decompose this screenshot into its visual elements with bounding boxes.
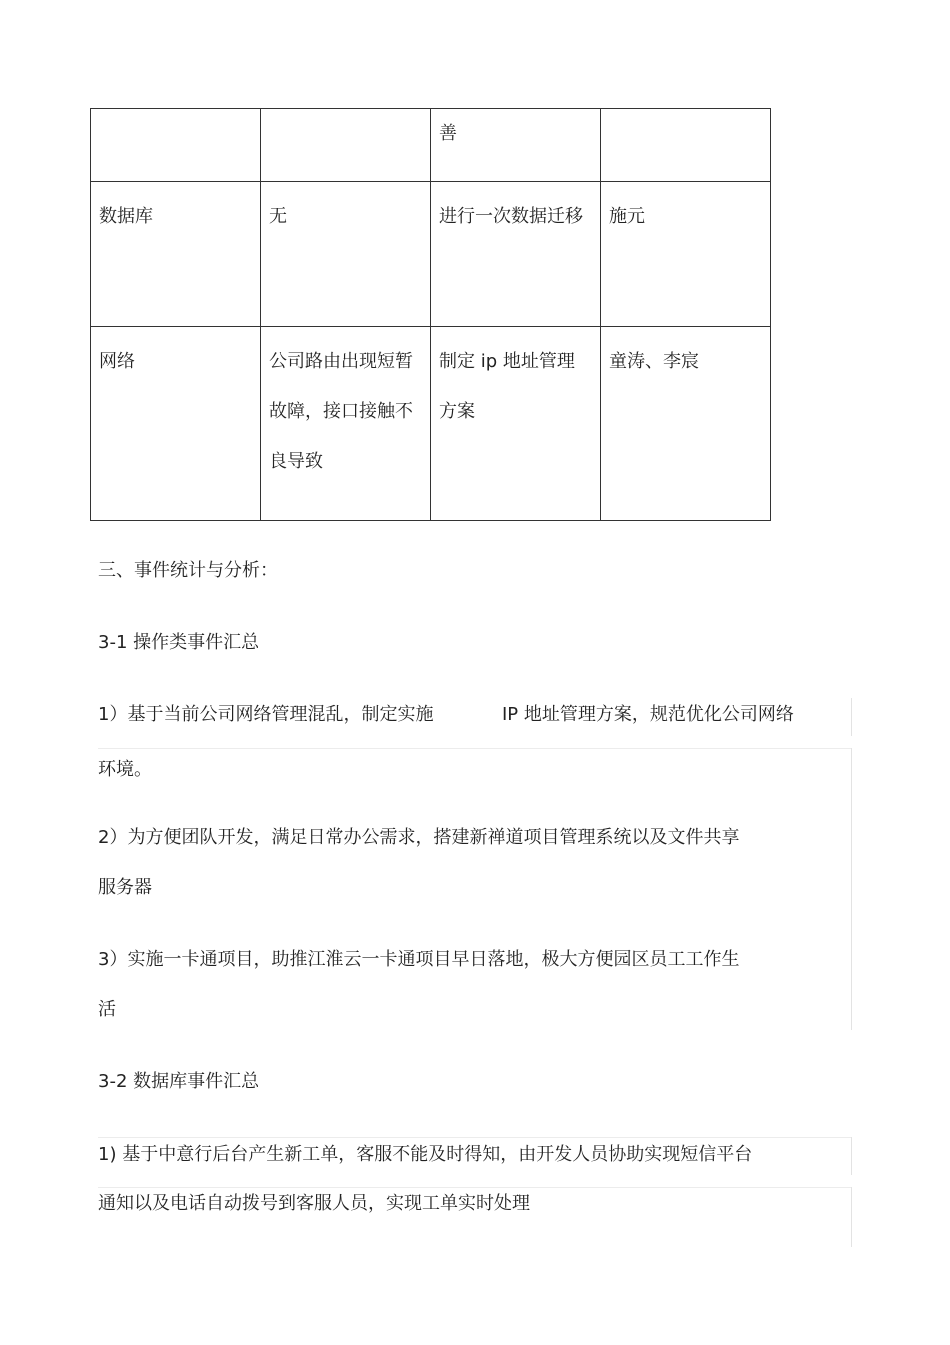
margin-rule [98, 748, 852, 749]
operations-item-2-line1: 2）为方便团队开发，满足日常办公需求，搭建新禅道项目管理系统以及文件共享 [98, 827, 740, 848]
table-cell-action: 制定 ip 地址管理方案 [431, 327, 601, 521]
table-cell-cause: 无 [261, 182, 431, 327]
margin-rule [851, 698, 852, 736]
margin-rule [851, 1187, 852, 1247]
table-row [91, 182, 771, 327]
operations-item-3-line2: 活 [98, 999, 116, 1020]
margin-rule [98, 1137, 852, 1138]
table-cell-owner: 童涛、李宸 [601, 327, 771, 521]
operations-item-2-line2: 服务器 [98, 877, 152, 898]
table-row [91, 109, 771, 182]
operations-item-1-line1b: IP 地址管理方案，规范优化公司网络 [502, 704, 794, 725]
operations-item-1-line2: 环境。 [98, 759, 152, 780]
subsection-title-database: 3-2 数据库事件汇总 [98, 1071, 260, 1092]
table-cell-owner: 施元 [601, 182, 771, 327]
table-cell [91, 109, 261, 182]
margin-rule [98, 1187, 852, 1188]
table-cell-action: 进行一次数据迁移 [431, 182, 601, 327]
margin-rule [851, 1137, 852, 1175]
incident-table [90, 108, 771, 521]
operations-item-1-line1: 1）基于当前公司网络管理混乱，制定实施 [98, 704, 434, 725]
database-item-1-line2: 通知以及电话自动拨号到客服人员，实现工单实时处理 [98, 1193, 530, 1214]
section-heading: 三、事件统计与分析： [98, 560, 278, 581]
table-cell: 善 [431, 109, 601, 182]
table-cell-cause: 公司路由出现短暂故障，接口接触不良导致 [261, 327, 431, 521]
operations-item-3-line1: 3）实施一卡通项目，助推江淮云一卡通项目早日落地，极大方便园区员工工作生 [98, 949, 740, 970]
table-row [91, 327, 771, 521]
subsection-title-operations: 3-1 操作类事件汇总 [98, 632, 260, 653]
table-cell [261, 109, 431, 182]
margin-rule [851, 748, 852, 1030]
table-cell [601, 109, 771, 182]
table-cell-category: 网络 [91, 327, 261, 521]
table-cell-category: 数据库 [91, 182, 261, 327]
database-item-1-line1: 1) 基于中意行后台产生新工单，客服不能及时得知，由开发人员协助实现短信平台 [98, 1144, 753, 1165]
